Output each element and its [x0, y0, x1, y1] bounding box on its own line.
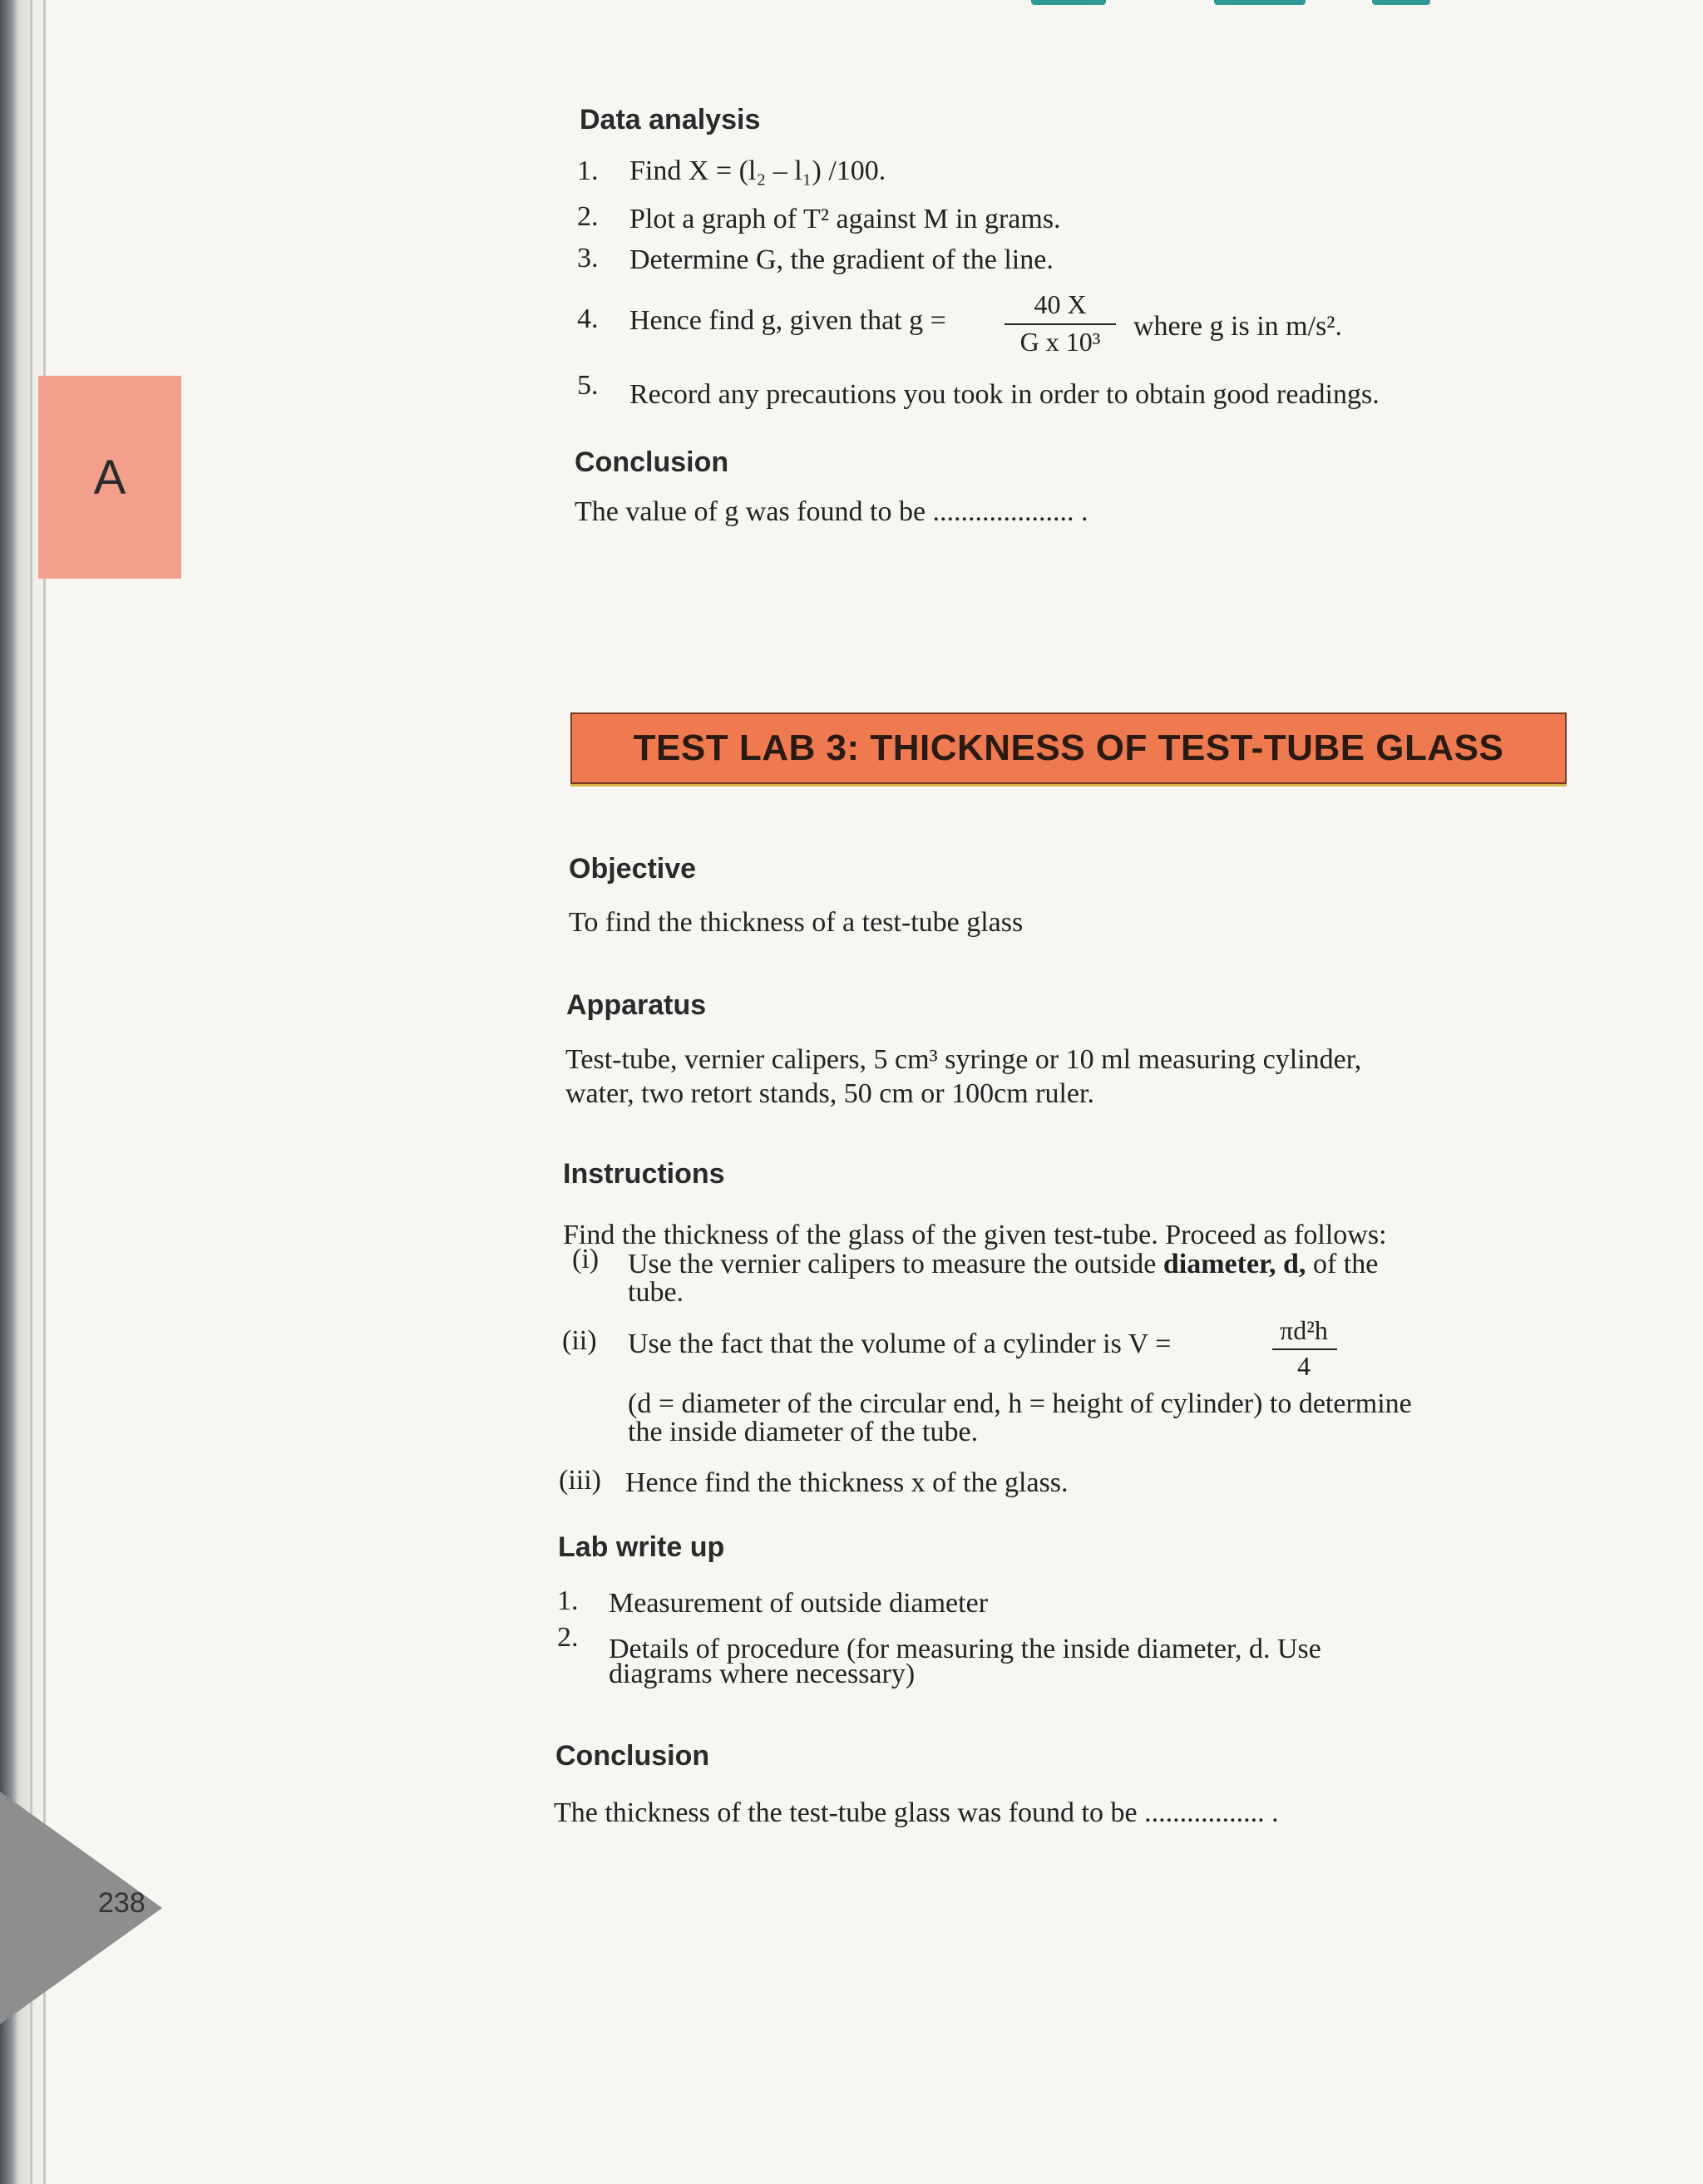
conclusion-heading: Conclusion	[555, 1740, 710, 1772]
list-number: 5.	[577, 370, 599, 401]
test-lab-banner	[570, 712, 1567, 784]
list-number: 1.	[577, 155, 599, 186]
top-edge-mark	[1031, 0, 1106, 5]
fraction-denominator: G x 10³	[1019, 327, 1101, 357]
instruction-text-line: the inside diameter of the tube.	[628, 1417, 979, 1447]
list-number: 1.	[557, 1585, 579, 1616]
apparatus-text-line: water, two retort stands, 50 cm or 100cm ruler.	[565, 1078, 1094, 1109]
section-tab	[38, 376, 181, 579]
list-number: 2.	[577, 201, 599, 232]
conclusion-text: The value of g was found to be .................... .	[575, 496, 1088, 527]
banner-title: TEST LAB 3: THICKNESS OF TEST-TUBE GLASS	[633, 727, 1504, 768]
top-edge-mark	[1214, 0, 1306, 5]
data-analysis-heading: Data analysis	[580, 104, 761, 136]
list-item: Determine G, the gradient of the line.	[629, 244, 1054, 275]
list-number: 2.	[557, 1622, 579, 1653]
list-number: (iii)	[559, 1465, 601, 1496]
list-item: Record any precautions you took in order to obtain good readings.	[629, 379, 1380, 410]
instructions-heading: Instructions	[563, 1158, 725, 1190]
instruction-text: of the	[1312, 1249, 1379, 1279]
fraction-denominator: 4	[1297, 1351, 1311, 1381]
section-tab-letter: A	[93, 450, 126, 505]
fraction-bar	[1005, 323, 1116, 325]
fraction-numerator: 40 X	[1034, 289, 1087, 319]
list-item: Find X = (l₂ – l₁) /100.	[629, 155, 886, 186]
conclusion-text: The thickness of the test-tube glass was found to be ................. .	[554, 1797, 1279, 1828]
list-item: Details of procedure (for measuring the inside diameter, d. Use	[609, 1634, 1321, 1664]
list-item: Plot a graph of T² against M in grams.	[629, 204, 1061, 234]
instruction-step-i	[628, 1249, 1378, 1280]
fraction-numerator: πd²h	[1280, 1315, 1328, 1345]
instruction-step-iii: Hence find the thickness x of the glass.	[625, 1467, 1069, 1498]
fraction-bar	[1272, 1348, 1337, 1350]
list-item: Measurement of outside diameter	[609, 1588, 989, 1619]
formula-suffix: where g is in m/s².	[1133, 311, 1342, 342]
instruction-step-ii: Use the fact that the volume of a cylinder is V =	[628, 1329, 1172, 1359]
list-number: 4.	[577, 303, 599, 334]
apparatus-heading: Apparatus	[566, 989, 707, 1021]
list-number: (ii)	[562, 1325, 597, 1356]
objective-text: To find the thickness of a test-tube glass	[569, 907, 1024, 938]
instruction-bold: diameter, d,	[1162, 1249, 1306, 1279]
instruction-text-line: (d = diameter of the circular end, h = height of cylinder) to determine	[628, 1388, 1412, 1419]
list-number: 3.	[577, 243, 599, 274]
top-edge-mark	[1372, 0, 1430, 5]
list-item-line: diagrams where necessary)	[609, 1659, 916, 1689]
page-number: 238	[98, 1887, 146, 1919]
objective-heading: Objective	[569, 853, 697, 885]
lab-write-up-heading: Lab write up	[558, 1531, 725, 1563]
list-number: (i)	[572, 1244, 600, 1274]
list-item: Hence find g, given that g =	[629, 305, 946, 336]
conclusion-heading: Conclusion	[575, 446, 729, 478]
instruction-text-line: tube.	[628, 1277, 684, 1308]
instruction-text: Use the vernier calipers to measure the outside	[628, 1249, 1157, 1279]
apparatus-text-line: Test-tube, vernier calipers, 5 cm³ syringe or 10 ml measuring cylinder,	[565, 1044, 1362, 1075]
instructions-intro: Find the thickness of the glass of the given test-tube. Proceed as follows:	[563, 1220, 1387, 1250]
